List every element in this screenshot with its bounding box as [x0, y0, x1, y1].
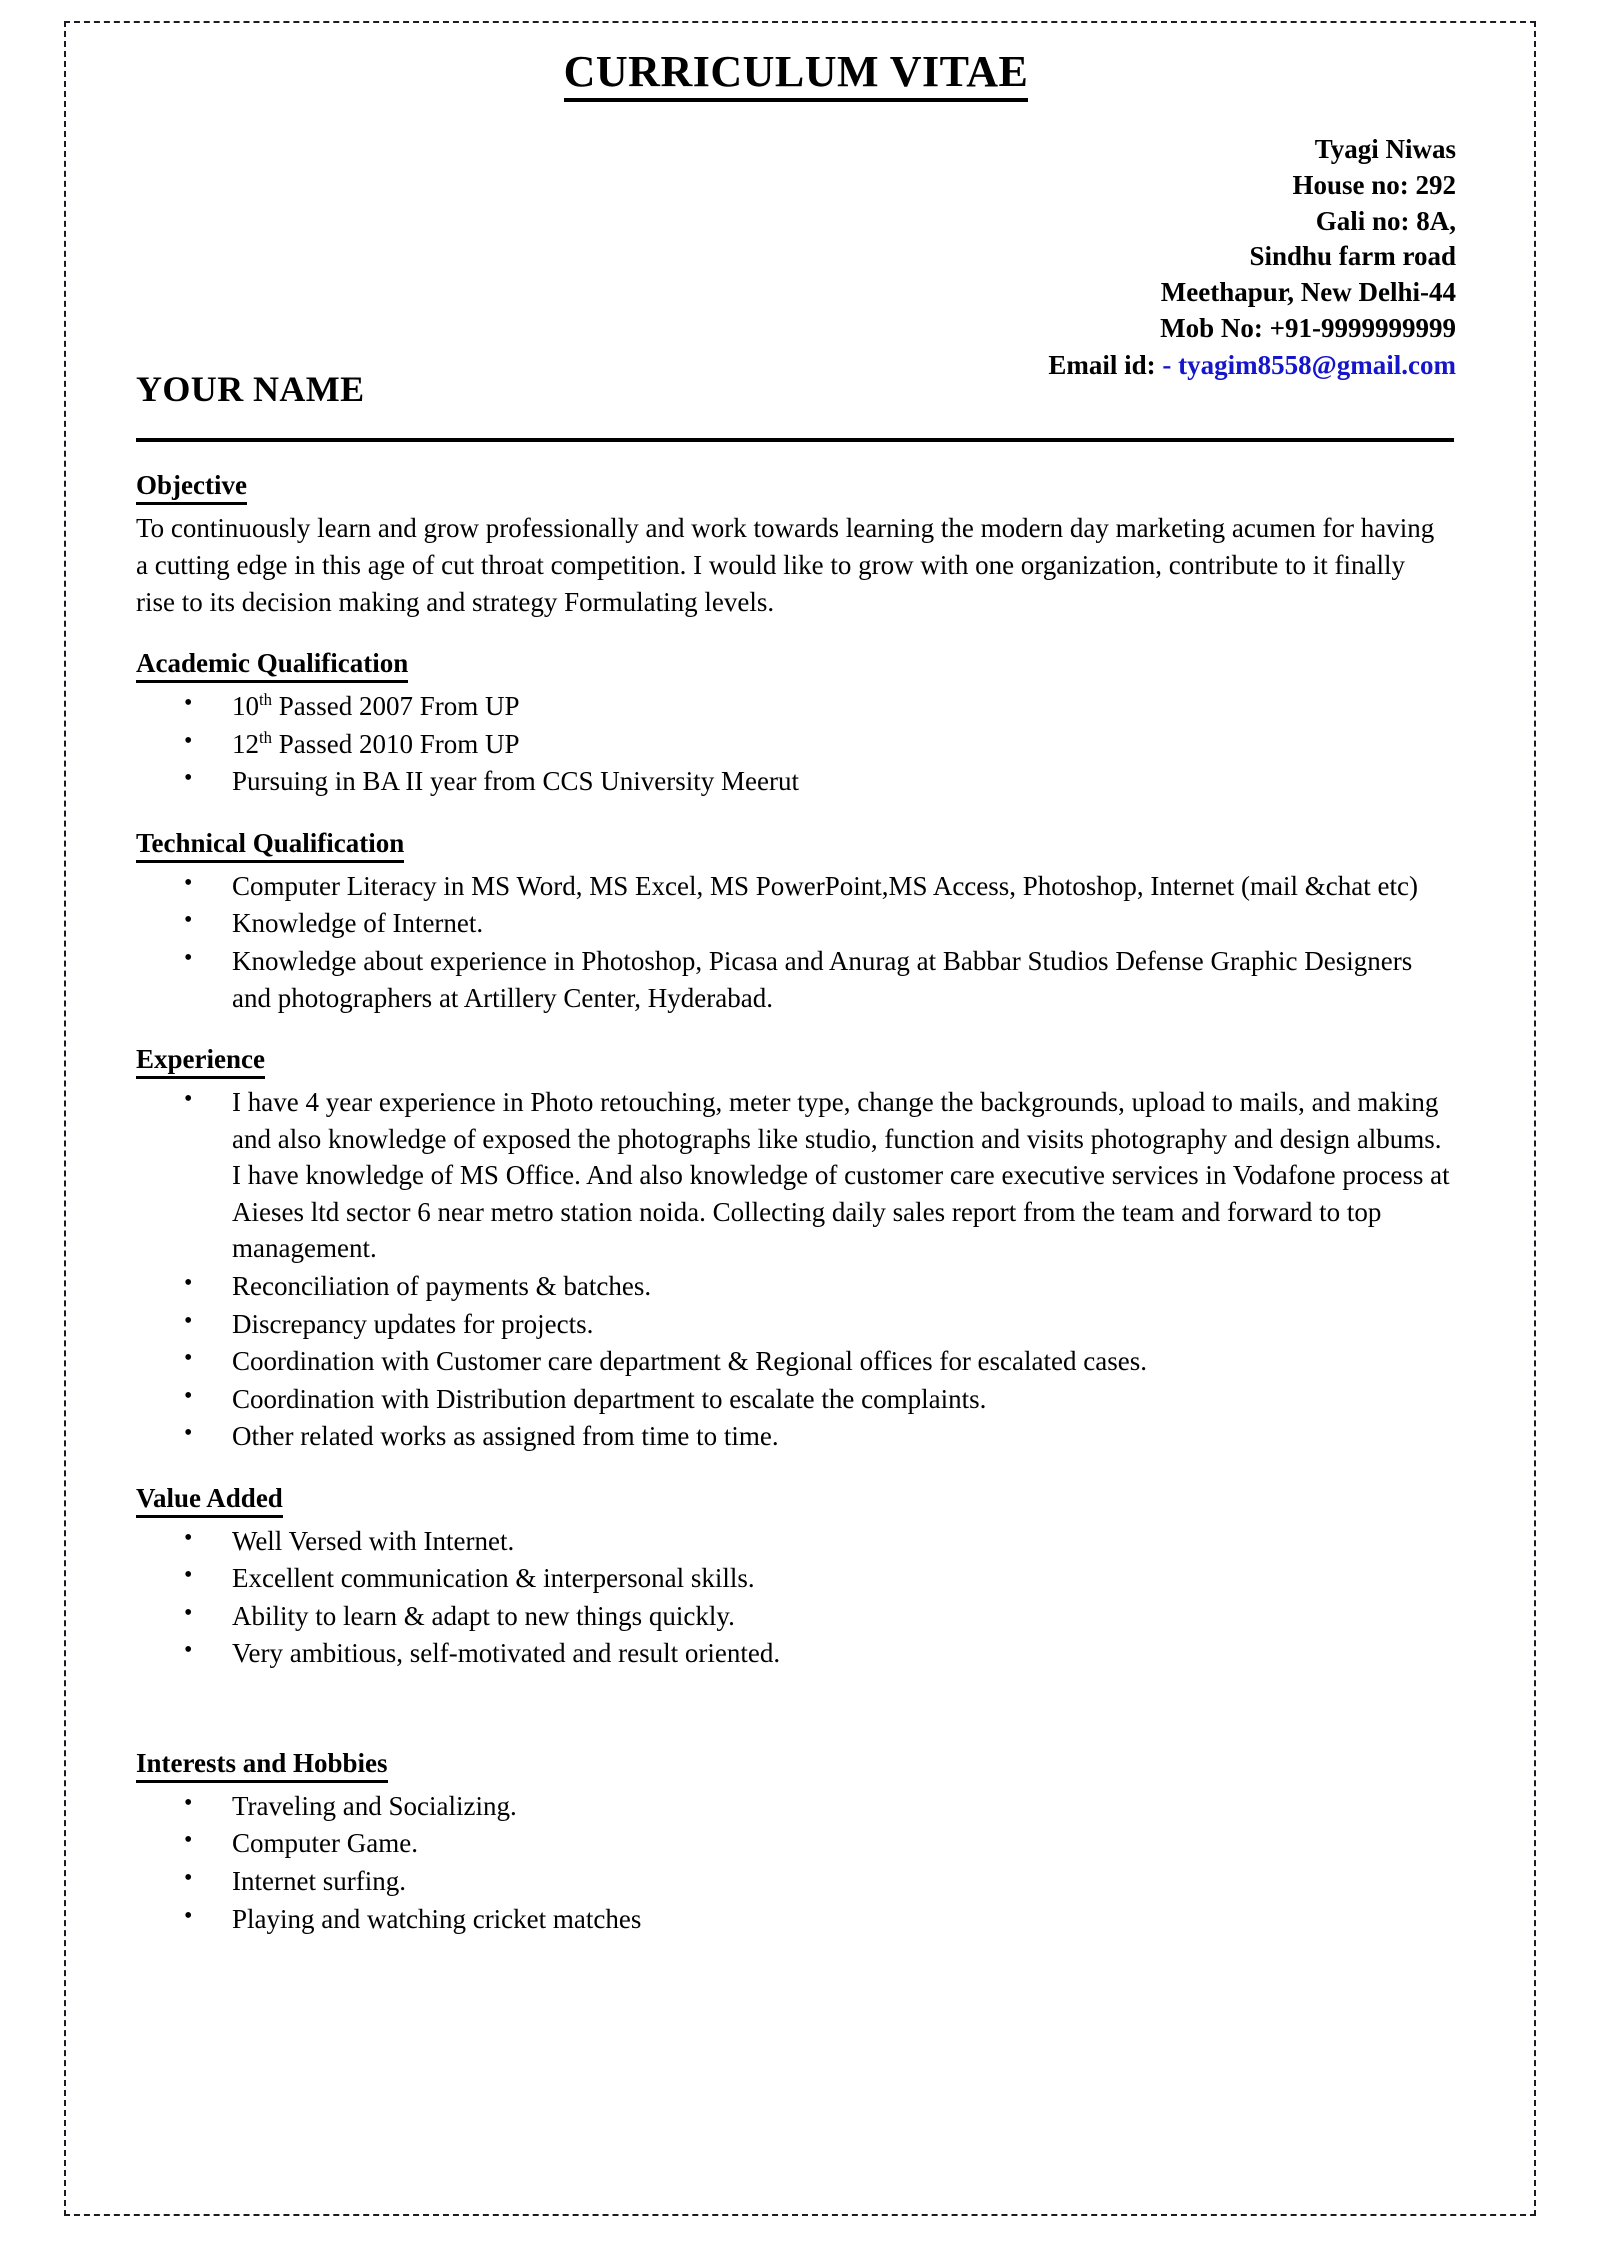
section-technical-qualification	[136, 828, 1456, 1016]
contact-line: Sindhu farm road	[1249, 241, 1456, 272]
contact-line: Gali no: 8A,	[1315, 205, 1456, 236]
contact-line: Meethapur, New Delhi-44	[1160, 276, 1456, 307]
section-heading-academic: Academic Qualification	[136, 648, 408, 683]
objective-text: To continuously learn and grow professionally and work towards learning the modern day marketing acumen for having a cutting edge in this age of cut throat competition. I would like to grow with one organization, contribute to it finally rise to its decision making and strategy Formulating levels.	[136, 513, 1435, 617]
value-added-list	[136, 1523, 1456, 1672]
interests-list	[136, 1788, 1456, 1937]
item-text: Passed 2010 From UP	[272, 728, 520, 759]
list-item: • Reconciliation of payments & batches.	[136, 1268, 1456, 1305]
header-divider	[136, 438, 1454, 442]
academic-list	[136, 688, 1456, 800]
technical-list	[136, 868, 1456, 1016]
section-objective	[136, 470, 1456, 620]
list-item: • Computer Game.	[136, 1825, 1456, 1862]
list-item: • Knowledge of Internet.	[136, 905, 1456, 942]
list-item: • Playing and watching cricket matches	[136, 1901, 1456, 1938]
email-address[interactable]: tyagim8558@gmail.com	[1178, 350, 1456, 381]
section-heading-technical: Technical Qualification	[136, 828, 404, 863]
page-title	[136, 48, 1456, 96]
list-item	[136, 726, 1456, 763]
list-item	[136, 688, 1456, 725]
list-item: • Very ambitious, self-motivated and result oriented.	[136, 1635, 1456, 1672]
list-item: • Traveling and Socializing.	[136, 1788, 1456, 1825]
contact-line: House no: 292	[1292, 170, 1456, 201]
list-item	[136, 763, 1456, 800]
list-item: • Coordination with Customer care department & Regional offices for escalated cases.	[136, 1343, 1456, 1380]
section-heading-objective: Objective	[136, 470, 247, 505]
list-item: • Ability to learn & adapt to new things quickly.	[136, 1598, 1456, 1635]
email-label: Email id:	[1048, 350, 1163, 381]
list-item: • I have 4 year experience in Photo retouching, meter type, change the backgrounds, upload to mails, and making and also knowledge of exposed the photographs like studio, function and visits photography and design albums. I have knowledge of MS Office. And also knowledge of customer care executive services in Vodafone process at Aieses ltd sector 6 near metro station noida. Collecting daily sales report from the team and forward to top management.	[136, 1084, 1456, 1267]
list-item: • Other related works as assigned from time to time.	[136, 1418, 1456, 1455]
contact-line: Mob No: +91-9999999999	[1160, 312, 1456, 343]
email-dash: -	[1162, 350, 1179, 381]
list-item: • Coordination with Distribution department to escalate the complaints.	[136, 1381, 1456, 1418]
section-heading-value-added: Value Added	[136, 1483, 283, 1518]
header-block	[136, 132, 1456, 412]
experience-list	[136, 1084, 1456, 1455]
page-title-text: CURRICULUM VITAE	[564, 47, 1029, 102]
list-item: • Excellent communication & interpersonal skills.	[136, 1560, 1456, 1597]
item-superscript: th	[259, 690, 273, 710]
item-text: Passed 2007 From UP	[272, 691, 520, 722]
candidate-name: YOUR NAME	[136, 369, 365, 410]
contact-block	[136, 132, 1456, 383]
list-item: • Internet surfing.	[136, 1863, 1456, 1900]
section-experience	[136, 1044, 1456, 1455]
item-superscript: th	[259, 727, 273, 747]
section-interests-hobbies	[136, 1748, 1456, 1937]
section-value-added	[136, 1483, 1456, 1672]
list-item: • Knowledge about experience in Photoshop, Picasa and Anurag at Babbar Studios Defense Graphic Designers and photographers at Artillery Center, Hyderabad.	[136, 943, 1456, 1016]
contact-line: Tyagi Niwas	[1314, 134, 1456, 165]
list-item: • Well Versed with Internet.	[136, 1523, 1456, 1560]
list-item: • Discrepancy updates for projects.	[136, 1306, 1456, 1343]
section-heading-experience: Experience	[136, 1044, 265, 1079]
cv-content	[136, 0, 1456, 1937]
item-prefix: 10	[232, 691, 259, 722]
section-heading-interests: Interests and Hobbies	[136, 1748, 388, 1783]
item-prefix: 12	[232, 728, 259, 759]
item-text: Pursuing in BA II year from CCS University Meerut	[232, 766, 799, 797]
list-item: • Computer Literacy in MS Word, MS Excel, MS PowerPoint,MS Access, Photoshop, Internet (mail &chat etc)	[136, 868, 1456, 905]
section-academic-qualification	[136, 648, 1456, 800]
